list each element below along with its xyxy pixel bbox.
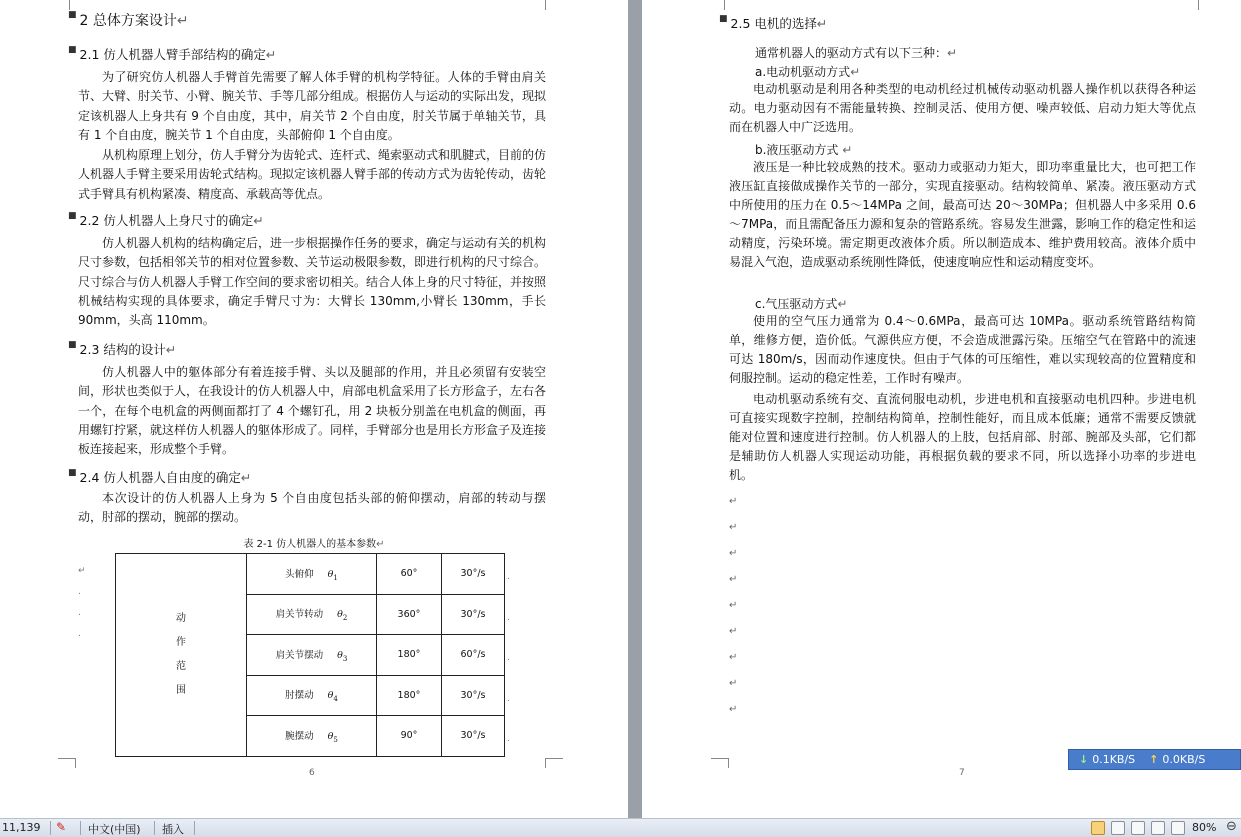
status-divider [194,821,195,835]
network-speed-widget[interactable] [1068,749,1241,770]
empty-paragraph-mark: ↵ [729,678,738,689]
speed-cell: 30°/s [442,675,505,716]
word-count[interactable]: 11,139 [2,821,41,834]
section-2-1-title: ■ 2.1 仿人机器人臂手部结构的确定↵ [68,45,277,62]
section-title-text: 2.4 仿人机器人自由度的确定 [79,470,241,485]
conclusion-text: 电动机驱动系统有交、直流伺服电动机，步进电机和直接驱动电机四种。步进电机可直接实现数字控制，控制结构简单，控制性能好，而且成本低廉；通常不需要反馈就能对位置和速度进行控制。仿人机器人的上肢，包括肩部、肘部、腕部及头部，它们都是辅助仿人机器人实现运动功能，再根据负载的要求不同，所以选择小功率的步进电机。 [729,392,1196,482]
table-caption-text: 表 2-1 仿人机器人的基本参数 [243,539,377,550]
section-2-3-title: ■ 2.3 结构的设计↵ [68,340,177,357]
theta-subscript: 5 [333,735,338,744]
theta-letter: θ [337,649,343,661]
outline-view-icon[interactable] [1151,821,1165,835]
drive-intro: 通常机器人的驱动方式有以下三种：↵ [755,46,958,60]
table-caption: 表 2-1 仿人机器人的基本参数↵ [243,539,385,550]
section-2-3-para-1: 仿人机器人中的躯体部分有着连接手臂、头以及腿部的作用，并且必须留有安装空间，形状也类似于人，在我设计的仿人机器人中，肩部电机盒采用了长方形盒子，左右各一个，在每个电机盒的两侧面都打了 4 个螺钉孔，用 2 块板分别盖在电机盒的侧面，再用螺钉拧紧，就这样仿人机器人的躯体形成了。同样，手臂部分也是用长方形盒子及连接板连接起来，形成整个手臂。 [78,365,547,457]
speed-cell: 30°/s [442,554,505,595]
drive-b-label: b.液压驱动方式 ↵ [755,143,853,157]
crop-mark-top-right [545,0,563,10]
drive-a-label-text: a.电动机驱动方式 [755,65,851,79]
theta-letter: θ [327,568,334,580]
drive-b-text: 液压是一种比较成熟的技术。驱动力或驱动力矩大，即功率重量比大，也可把工作液压缸直接做成操作关节的一部分，实现直接驱动。结构较简单、紧凑。液压驱动方式中所使用的压力在 0.5～14MPa 之间，最高可达 20～30MPa；但机器人中多采用 0.6～7MPa，而且需配备压力源和复杂的管路系统。容易发生泄露，影响工作的稳定性和运动精度，污染环境。需定期更改液体介质。所以制造成本、维护费用较高。液体介质中易混入气泡，造成驱动系统刚性降低，使速度响应性和运动精度变坏。 [729,160,1196,269]
bullet-icon: ■ [68,211,77,221]
drive-intro-text: 通常机器人的驱动方式有以下三种： [755,46,948,60]
range-cell: 180° [377,675,442,716]
bullet-icon: ■ [719,14,728,24]
crop-mark-top-left [52,0,70,10]
joint-name: 腕摆动 [285,730,314,742]
language-indicator[interactable]: 中文(中国) [88,823,141,836]
download-speed: 0.1KB/S [1092,753,1136,766]
theta-subscript: 3 [342,654,348,663]
section-2-5-title: ■ 2.5 电机的选择↵ [719,14,828,31]
table-right-marks: . . . . . [507,572,510,744]
range-cell: 60° [377,554,442,595]
web-layout-view-icon[interactable] [1131,821,1145,835]
table-row [116,554,505,595]
theta-subscript: 2 [342,614,348,623]
status-divider [80,821,81,835]
theta-letter: θ [327,690,334,702]
section-title-text: 2.2 仿人机器人上身尺寸的确定 [79,213,254,228]
range-label-char: 范 [176,660,186,672]
status-divider [154,821,155,835]
bullet-icon: ■ [68,45,77,55]
status-bar [0,818,1241,837]
empty-paragraph-mark: ↵ [729,496,738,507]
joint-name-cell [247,675,377,716]
page-number: 7 [959,768,965,778]
range-label-char: 作 [176,636,186,648]
empty-paragraph-mark: ↵ [729,600,738,611]
full-screen-reading-icon[interactable] [1111,821,1125,835]
range-label [176,607,186,703]
joint-name: 头俯仰 [285,568,314,580]
status-divider [50,821,51,835]
empty-paragraph-mark: ↵ [729,652,738,663]
bullet-icon: ■ [68,468,77,478]
section-2-1-para-1: 为了研究仿人机器人手臂首先需要了解人体手臂的机构学特征。人体的手臂由肩关节、大臂、肘关节、小臂、腕关节、手等几部分组成。根据仿人与运动的实际出发，现拟定该机器人上身共有 9 个自由度，其中，肩关节 2 个自由度，肘关节属于单轴关节，具有 1 个自由度，腕关节 1 个自由度，头部俯仰 1 个自由度。 [78,70,547,142]
empty-paragraph-mark: ↵ [729,704,738,715]
drive-c-label-text: c.气压驱动方式 [755,297,838,311]
joint-name-cell [247,554,377,595]
print-layout-view-icon[interactable] [1091,821,1105,835]
range-cell: 90° [377,716,442,757]
empty-paragraph-mark: ↵ [729,548,738,559]
bullet-icon: ■ [68,10,77,20]
document-page-6[interactable] [0,0,628,818]
zoom-level[interactable]: 80% [1192,821,1217,834]
joint-name-cell [247,635,377,676]
drive-a-label: a.电动机驱动方式↵ [755,65,861,79]
range-label-char: 围 [176,684,186,696]
joint-name: 肩关节转动 [275,609,324,621]
chapter-title-text: 2 总体方案设计 [79,13,177,29]
parameters-table [115,553,505,757]
proofing-icon[interactable]: ✎ [56,820,67,834]
theta-symbol [328,569,338,580]
section-2-2-para-1: 仿人机器人机构的结构确定后，进一步根据操作任务的要求，确定与运动有关的机构尺寸参数，包括相邻关节的相对位置参数、关节运动极限参数，即进行机构的尺寸综合。尺寸综合与仿人机器人手臂工作空间的要求密切相关。结合人体上身的尺寸特征，并按照机械结构实现的具体要求，确定手臂尺寸为：大臂长 130mm,小臂长 130mm，手长 90mm，头高 110mm。 [78,236,547,328]
upload-speed: 0.0KB/S [1162,753,1206,766]
joint-name-cell [247,716,377,757]
speed-cell: 30°/s [442,716,505,757]
table-left-marks: ↵ . . . [78,566,86,639]
section-title-text: 2.3 结构的设计 [79,342,166,357]
drive-a-text: 电动机驱动是利用各种类型的电动机经过机械传动驱动机器人操作机以获得各种运动。电力驱动因有不需能量转换、控制灵活、使用方便、噪声较低、启动力矩大等优点而在机器人中广泛选用。 [729,82,1196,134]
theta-letter: θ [337,609,343,621]
section-2-2-title: ■ 2.2 仿人机器人上身尺寸的确定↵ [68,211,264,228]
crop-mark-bottom-left [711,758,729,768]
joint-name: 肘摆动 [285,690,314,702]
crop-mark-bottom-right [545,758,563,768]
range-cell: 360° [377,594,442,635]
crop-mark-bottom-left [58,758,76,768]
page-gutter [628,0,642,818]
range-cell: 180° [377,635,442,676]
speed-cell: 30°/s [442,594,505,635]
page-number: 6 [309,768,315,778]
drive-b-label-text: b.液压驱动方式 [755,143,839,157]
section-2-4-para-1: 本次设计的仿人机器人上身为 5 个自由度包括头部的俯仰摆动，肩部的转动与摆动，肘部的摆动，腕部的摆动。 [78,491,546,525]
range-label-cell [116,554,247,757]
empty-paragraph-mark: ↵ [729,574,738,585]
empty-paragraph-mark: ↵ [729,626,738,637]
joint-name: 肩关节摆动 [275,649,324,661]
section-2-4-title: ■ 2.4 仿人机器人自由度的确定↵ [68,468,252,485]
range-label-char: 动 [176,612,186,624]
crop-mark-top-right [1198,0,1216,10]
theta-letter: θ [327,730,334,742]
theta-symbol [327,690,338,704]
crop-mark-top-left [707,0,725,10]
theta-symbol [328,731,338,742]
joint-name-cell [247,594,377,635]
zoom-out-icon[interactable]: ⊖ [1226,819,1237,834]
drive-c-text: 使用的空气压力通常为 0.4～0.6MPa，最高可达 10MPa。驱动系统管路结构简单，维修方便，造价低。气源供应方便，不会造成泄露污染。压缩空气在管路中的流速可达 180m/s，因而动作速度快。但由于气体的可压缩性，难以实现较高的位置精度和伺服控制。运动的稳定性差，工作时有噪声。 [729,314,1196,385]
section-title-text: 2.5 电机的选择 [730,16,817,31]
section-title-text: 2.1 仿人机器人臂手部结构的确定 [79,47,266,62]
theta-subscript: 4 [333,695,338,704]
theta-symbol [337,650,347,661]
theta-subscript: 1 [333,573,338,582]
section-2-1-para-2: 从机构原理上划分，仿人手臂分为齿轮式、连杆式、绳索驱动式和肌腱式，目前的仿人机器人手臂主要采用齿轮式结构。现拟定该机器人臂手部的传动方式为齿轮传动，齿轮式手臂具有机构紧凑、精度高、承载高等优点。 [78,148,547,201]
insert-mode-indicator[interactable]: 插入 [162,823,184,836]
upload-arrow-icon: ↑ [1149,753,1159,766]
speed-cell: 60°/s [442,635,505,676]
drive-c-label: c.气压驱动方式↵ [755,297,848,311]
empty-paragraph-mark: ↵ [729,522,738,533]
bullet-icon: ■ [68,340,77,350]
download-arrow-icon: ↓ [1079,753,1089,766]
theta-symbol [337,609,348,623]
draft-view-icon[interactable] [1171,821,1185,835]
chapter-title: ■ 2 总体方案设计↵ [68,10,189,29]
